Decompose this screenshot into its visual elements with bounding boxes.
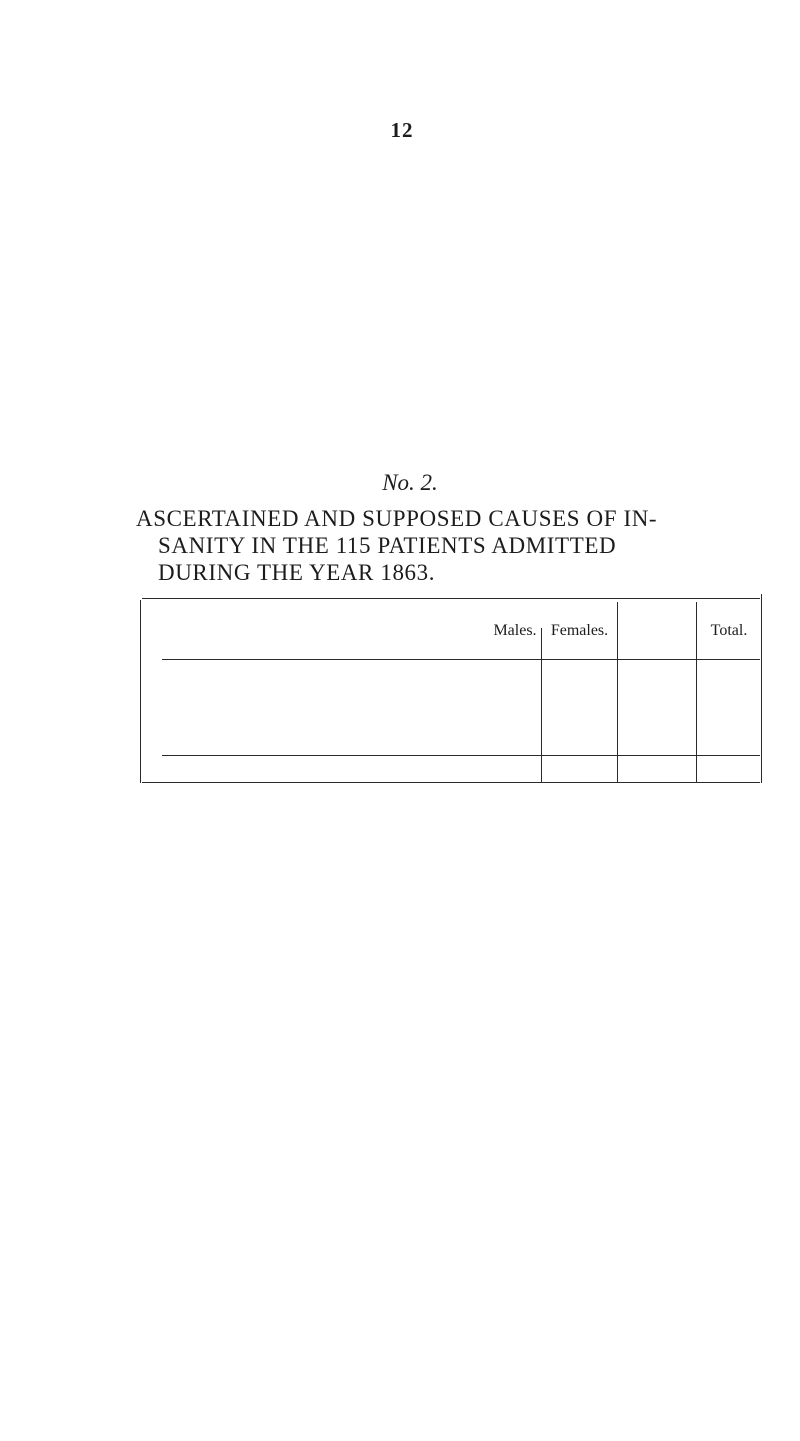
title-line-2: SANITY IN THE 115 PATIENTS ADMITTED (158, 533, 617, 558)
header-bottom-rule (162, 659, 760, 660)
column-divider-3 (696, 602, 697, 783)
column-header-females: Females. (550, 622, 609, 639)
table-number: No. 2. (382, 470, 438, 495)
table-left-rule (140, 600, 141, 783)
table-title (136, 505, 776, 586)
table-bottom-rule (142, 782, 760, 783)
title-line-3: DURING THE YEAR 1863. (158, 560, 436, 585)
column-divider-2 (617, 602, 618, 783)
causes-table (140, 598, 763, 783)
column-header-total: Total. (710, 622, 748, 639)
title-line-1: ASCERTAINED AND SUPPOSED CAUSES OF IN- (136, 506, 658, 531)
page-number: 12 (390, 118, 414, 142)
table-right-rule (761, 594, 762, 783)
table-top-rule (142, 598, 760, 599)
column-divider-1 (541, 628, 542, 783)
totals-top-rule (162, 755, 760, 756)
column-header-males: Males. (493, 622, 537, 639)
